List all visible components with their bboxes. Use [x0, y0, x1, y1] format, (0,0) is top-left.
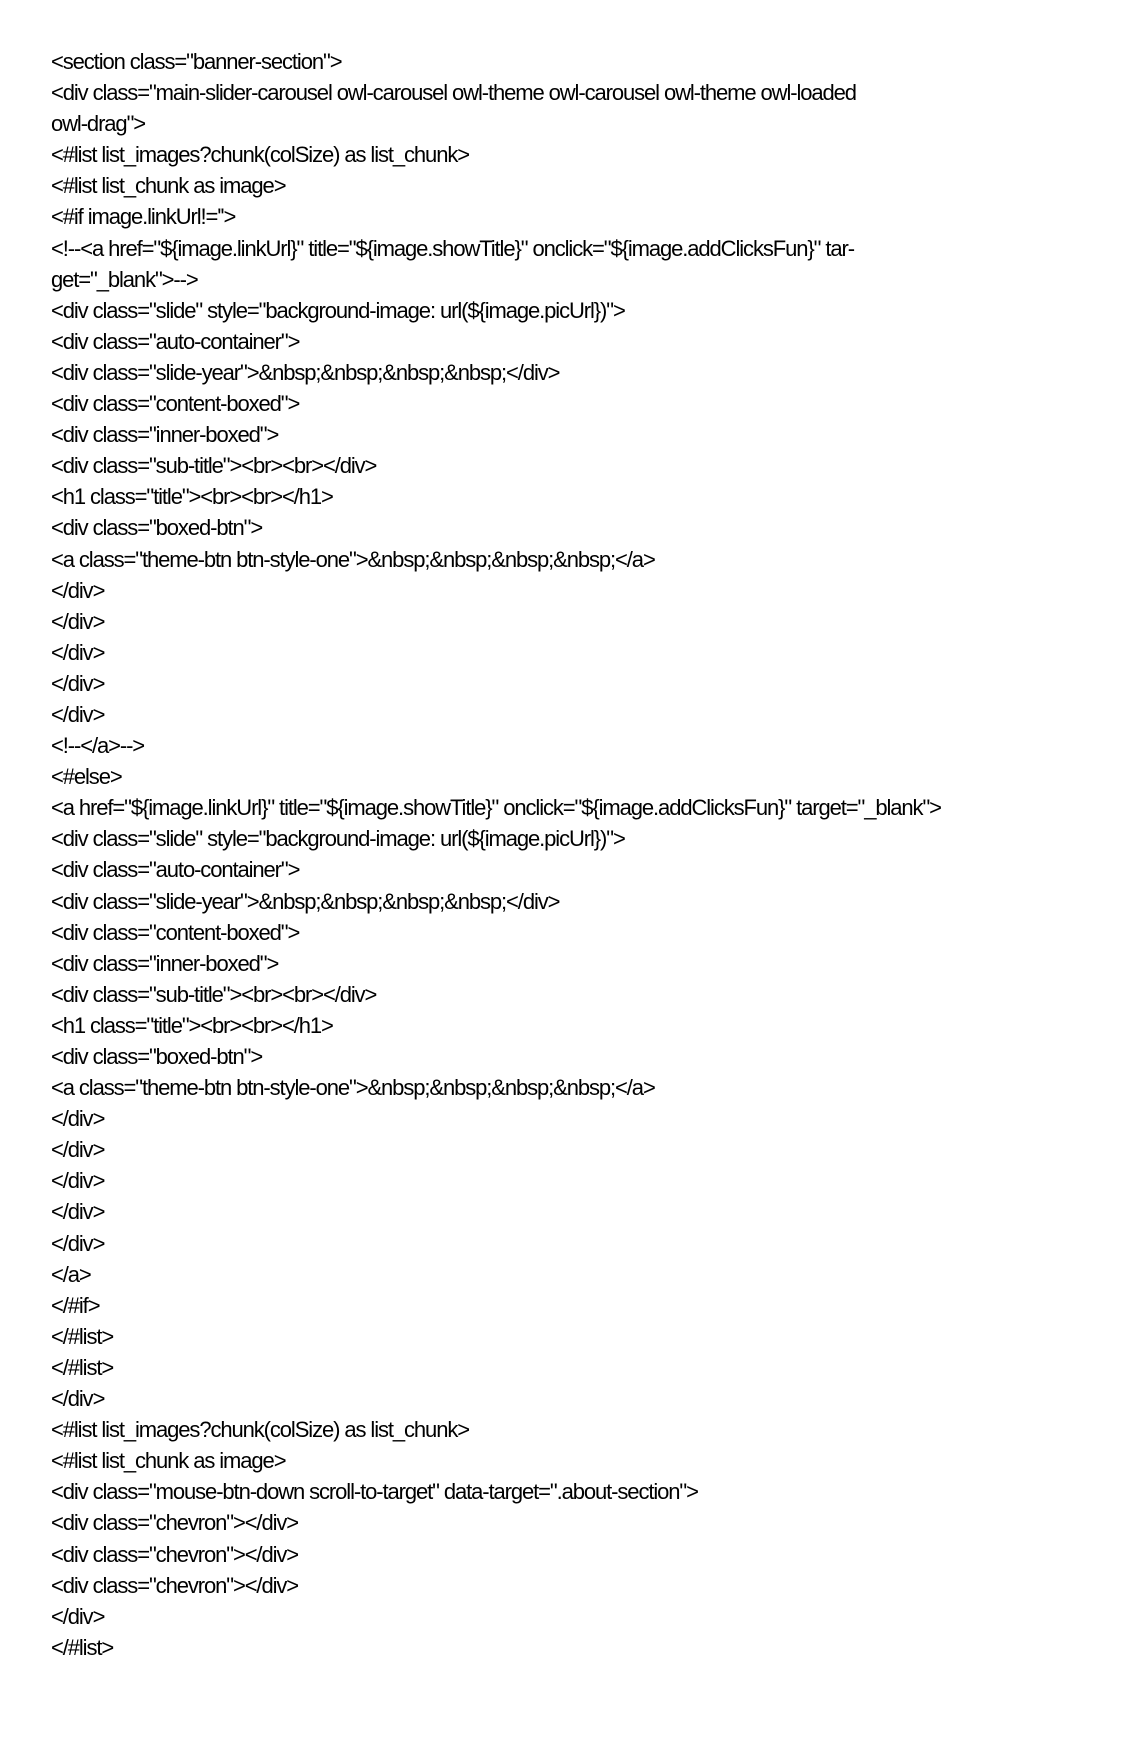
code-line: </div> — [51, 701, 105, 727]
code-line: </div> — [51, 1603, 105, 1629]
code-line: </div> — [51, 1199, 105, 1225]
code-line: <div class="inner-boxed"> — [51, 950, 279, 976]
code-line: <#list list_images?chunk(colSize) as list_chunk> — [51, 1417, 469, 1443]
code-line: <a href="${image.linkUrl}" title="${image.showTitle}" onclick="${image.addClicksFun}" target="_blank"> — [51, 795, 941, 821]
code-line: <!--</a>--> — [51, 733, 145, 759]
code-line: <div class="boxed-btn"> — [51, 1044, 263, 1069]
code-line: <div class="slide-year">&nbsp;&nbsp;&nbsp;&nbsp;</div> — [51, 888, 560, 914]
code-line: <!--<a href="${image.linkUrl}" title="${image.showTitle}" onclick="${image.addClicksFun}" tar- — [51, 235, 854, 261]
code-line: </div> — [51, 608, 105, 634]
code-line: <div class="slide-year">&nbsp;&nbsp;&nbsp;&nbsp;</div> — [51, 359, 560, 385]
code-line: <div class="sub-title"><br><br></div> — [51, 453, 377, 479]
code-document — [51, 46, 1091, 1663]
code-line: <#list list_chunk as image> — [51, 1448, 286, 1474]
code-line: <div class="chevron"></div> — [51, 1572, 299, 1598]
code-line: <#list list_images?chunk(colSize) as list_chunk> — [51, 142, 469, 168]
code-line: <a class="theme-btn btn-style-one">&nbsp;&nbsp;&nbsp;&nbsp;</a> — [51, 1075, 655, 1101]
code-line: <div class="boxed-btn"> — [51, 515, 263, 541]
code-line: <h1 class="title"><br><br></h1> — [51, 1012, 333, 1038]
code-line: <div class="auto-container"> — [51, 328, 300, 354]
code-line: </div> — [51, 1137, 105, 1163]
code-line: owl-drag"> — [51, 111, 146, 137]
code-line: <#list list_chunk as image> — [51, 173, 286, 199]
code-line: </div> — [51, 1386, 105, 1412]
code-line: </div> — [51, 1106, 105, 1132]
code-line: <#else> — [51, 764, 122, 790]
code-line: <h1 class="title"><br><br></h1> — [51, 484, 333, 510]
code-line: </div> — [51, 639, 105, 665]
code-line: </#list> — [51, 1354, 114, 1380]
code-line: </#if> — [51, 1292, 100, 1318]
code-line: <a class="theme-btn btn-style-one">&nbsp;&nbsp;&nbsp;&nbsp;</a> — [51, 546, 655, 572]
code-line: </div> — [51, 1230, 105, 1256]
code-line: <div class="chevron"></div> — [51, 1541, 299, 1567]
code-line: <div class="inner-boxed"> — [51, 422, 279, 448]
code-line: <div class="chevron"></div> — [51, 1510, 299, 1536]
code-line: get="_blank">--> — [51, 266, 198, 292]
code-line: <section class="banner-section"> — [51, 49, 342, 74]
code-line: <div class="auto-container"> — [51, 857, 300, 883]
code-line: <div class="main-slider-carousel owl-carousel owl-theme owl-carousel owl-theme owl-loaded — [51, 80, 856, 106]
code-line: </div> — [51, 670, 105, 696]
code-line: <div class="content-boxed"> — [51, 391, 300, 417]
code-line: <div class="mouse-btn-down scroll-to-target" data-target=".about-section"> — [51, 1479, 698, 1505]
code-line: </a> — [51, 1261, 91, 1287]
code-line: </#list> — [51, 1634, 114, 1660]
code-line: <#if image.linkUrl!=''> — [51, 204, 236, 230]
code-line: </#list> — [51, 1323, 114, 1349]
code-line: </div> — [51, 577, 105, 603]
code-line: <div class="content-boxed"> — [51, 919, 300, 945]
code-line: <div class="sub-title"><br><br></div> — [51, 981, 377, 1007]
code-line: <div class="slide" style="background-image: url(${image.picUrl})"> — [51, 297, 625, 323]
code-line: </div> — [51, 1168, 105, 1194]
code-line: <div class="slide" style="background-image: url(${image.picUrl})"> — [51, 826, 625, 852]
